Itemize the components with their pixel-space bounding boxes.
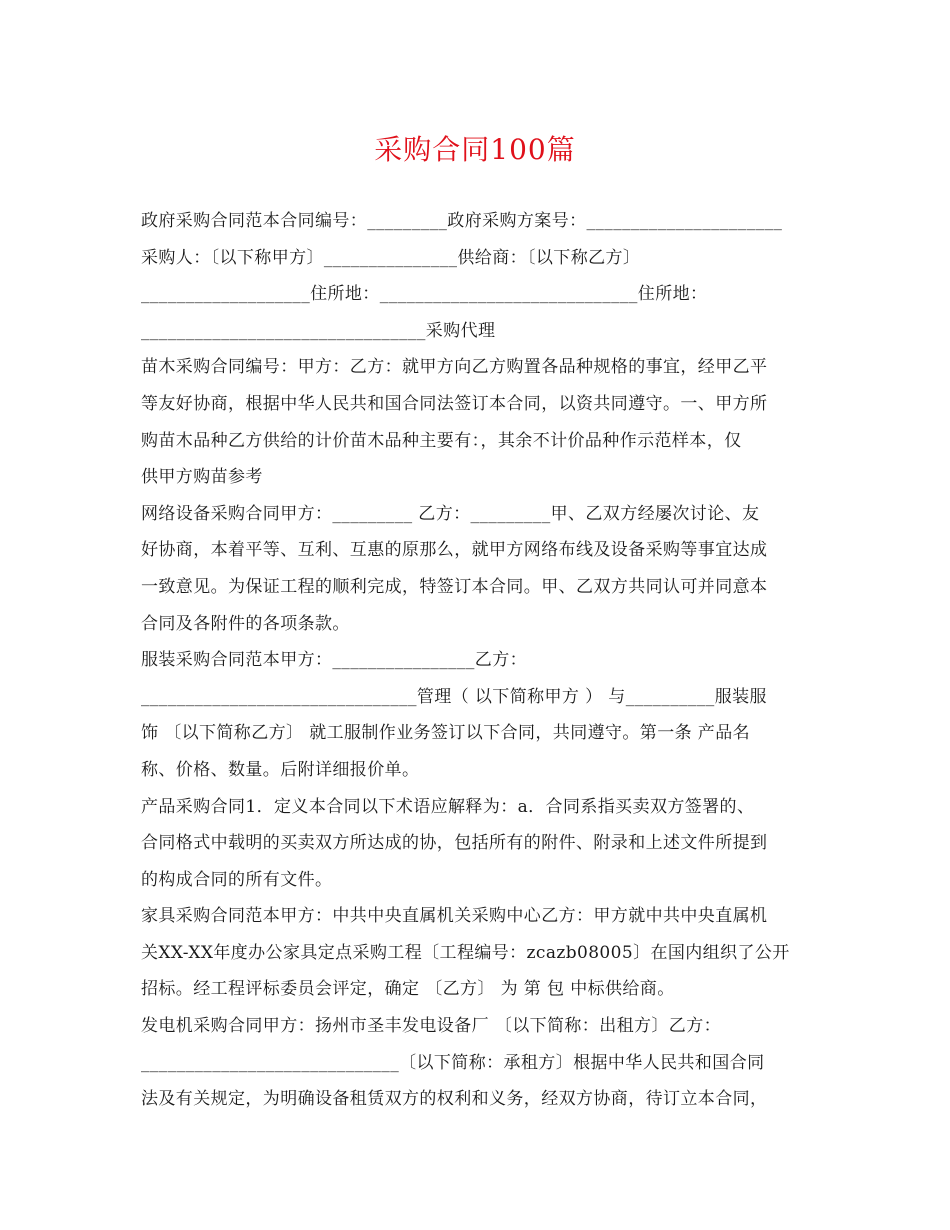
paragraph-generator-procurement bbox=[141, 1008, 813, 1118]
text-line: 供甲方购苗参考 bbox=[141, 467, 263, 488]
paragraph-furniture-procurement bbox=[141, 898, 813, 1008]
text-line: 一致意见。为保证工程的顺利完成，特签订本合同。甲、乙双方共同认可并同意本 bbox=[141, 576, 768, 597]
text-line: ___________________住所地：_____________________________住所地： bbox=[141, 284, 708, 305]
text-line: 好协商，本着平等、互利、互惠的原那么，就甲方网络布线及设备采购等事宜达成 bbox=[141, 540, 768, 561]
text-line: 合同及各附件的各项条款。 bbox=[141, 613, 350, 634]
paragraph-product-procurement bbox=[141, 789, 813, 899]
paragraph-government-procurement bbox=[141, 203, 813, 349]
text-line: 购苗木品种乙方供给的计价苗木品种主要有：，其余不计价品种作示范样本，仅 bbox=[141, 430, 742, 451]
paragraph-seedling-procurement bbox=[141, 349, 813, 495]
text-line: 家具采购合同范本甲方：中共中央直属机关采购中心乙方：甲方就中共中央直属机 bbox=[141, 906, 768, 927]
paragraph-clothing-procurement bbox=[141, 642, 813, 788]
text-line: 政府采购合同范本合同编号：_________政府采购方案号：______________________ bbox=[141, 211, 783, 231]
document-body bbox=[141, 203, 813, 1118]
text-line: ________________________________采购代理 bbox=[141, 320, 496, 341]
document-title: 采购合同100篇 bbox=[374, 133, 576, 166]
text-line: 网络设备采购合同甲方：_________ 乙方：_________甲、乙双方经屡次讨论、友 bbox=[141, 503, 760, 524]
text-line: 等友好协商，根据中华人民共和国合同法签订本合同，以资共同遵守。一、甲方所 bbox=[141, 393, 768, 414]
text-line: 服装采购合同范本甲方：________________乙方： bbox=[141, 650, 527, 671]
text-line: 法及有关规定，为明确设备租赁双方的权利和义务，经双方协商，待订立本合同， bbox=[141, 1089, 768, 1110]
text-line: 关XX-XX年度办公家具定点采购工程〔工程编号：zcazb08005〕在国内组织了公开 bbox=[141, 942, 790, 963]
text-line: 的构成合同的所有文件。 bbox=[141, 869, 333, 890]
text-line: _______________________________管理（ 以下简称甲方 ） 与__________服装服 bbox=[141, 686, 767, 707]
text-line: 采购人：〔以下称甲方〕_______________供给商：〔以下称乙方〕 bbox=[141, 247, 641, 268]
paragraph-network-equipment bbox=[141, 496, 813, 642]
text-line: 发电机采购合同甲方：扬州市圣丰发电设备厂 〔以下简称：出租方〕乙方： bbox=[141, 1016, 722, 1037]
text-line: 合同格式中载明的买卖双方所达成的协，包括所有的附件、附录和上述文件所提到 bbox=[141, 833, 768, 854]
text-line: 招标。经工程评标委员会评定，确定 〔乙方〕 为 第 包 中标供给商。 bbox=[141, 979, 675, 1000]
text-line: 称、价格、数量。后附详细报价单。 bbox=[141, 759, 420, 780]
text-line: 苗木采购合同编号：甲方：乙方：就甲方向乙方购置各品种规格的事宜，经甲乙平 bbox=[141, 357, 768, 378]
text-line: _____________________________〔以下简称：承租方〕根据中华人民共和国合同 bbox=[141, 1052, 765, 1073]
text-line: 饰 〔以下简称乙方〕 就工服制作业务签订以下合同，共同遵守。第一条 产品名 bbox=[141, 723, 751, 744]
text-line: 产品采购合同1．定义本合同以下术语应解释为：a．合同系指买卖双方签署的、 bbox=[141, 796, 755, 817]
